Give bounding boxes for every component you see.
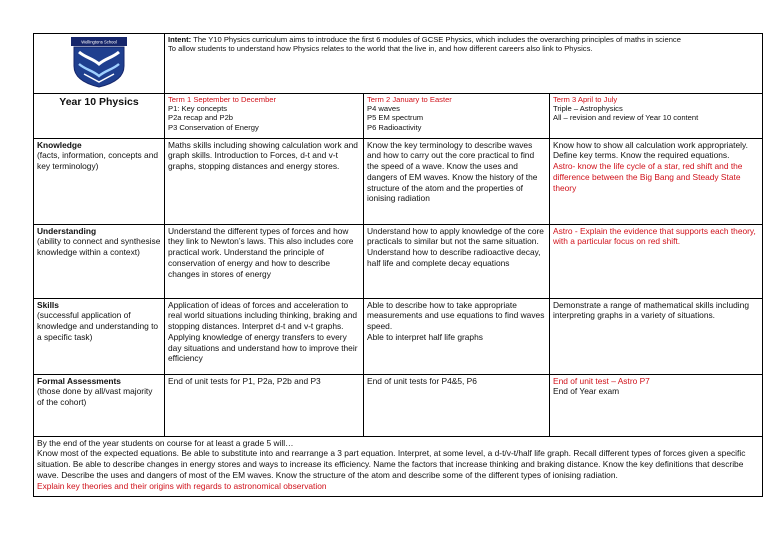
- understanding-row: [34, 224, 763, 298]
- summary-intro: By the end of the year students on course for at least a grade 5 will…: [37, 437, 294, 448]
- knowledge-title: Knowledge: [37, 139, 82, 150]
- year-title: Year 10 Physics: [34, 93, 165, 138]
- intent-row: [34, 34, 763, 94]
- understanding-term-2-text-b: Understand how to describe radioactive decay, half life and complete decay equations: [367, 247, 541, 268]
- knowledge-row: [34, 138, 763, 224]
- knowledge-term-2: Know the key terminology to describe waves and how to carry out the core practical to find the speed of a wave. Know the uses and dangers of EM waves. Know the history of the structure of the atom and the properties of ionising radiation: [364, 138, 550, 224]
- knowledge-header: [34, 138, 165, 224]
- assessments-desc: (those done by all/vast majority of the cohort): [37, 386, 153, 408]
- knowledge-term-3-text-b: Define key terms. Know the required equations.: [553, 150, 730, 161]
- term-3-line-2: All – revision and review of Year 10 content: [553, 113, 699, 123]
- assessments-row: [34, 374, 763, 436]
- understanding-term-3: Astro - Explain the evidence that supports each theory, with a particular focus on red shift.: [550, 224, 763, 298]
- summary-cell: [34, 436, 763, 496]
- knowledge-term-1: Maths skills including showing calculation work and graph skills. Introduction to Forces, d-t and v-t graphs, stopping distances and energy stores.: [165, 138, 364, 224]
- assessments-term-3-text: End of Year exam: [553, 386, 620, 397]
- curriculum-table: [33, 33, 763, 497]
- assessments-term-3: [550, 374, 763, 436]
- knowledge-term-3-text: Know how to show all calculation work appropriately.: [553, 139, 748, 150]
- knowledge-term-3-astro: Astro- know the life cycle of a star, red shift and the difference between the Big Bang and Steady State theory: [553, 161, 743, 193]
- skills-term-3: Demonstrate a range of mathematical skills including interpreting graphs in a variety of situations.: [550, 298, 763, 374]
- assessments-term-2: End of unit tests for P4&5, P6: [364, 374, 550, 436]
- skills-term-2-text-b: Able to interpret half life graphs: [367, 331, 483, 342]
- term-2-line-1: P4 waves: [367, 104, 400, 113]
- term-3-line-1: Triple – Astrophysics: [553, 104, 623, 113]
- term-2-cell: [364, 93, 550, 138]
- intent-line-2: To allow students to understand how Physics relates to the world that the live in, and how different careers also link to Physics.: [168, 44, 593, 54]
- assessments-term-1: End of unit tests for P1, P2a, P2b and P3: [165, 374, 364, 436]
- term-1-line-2: P2a recap and P2b: [168, 113, 234, 123]
- understanding-title: Understanding: [37, 225, 97, 236]
- intent-line-1: The Y10 Physics curriculum aims to introduce the first 6 modules of GCSE Physics, which includes the overarching principles of maths in science: [193, 35, 681, 44]
- intent-cell: [165, 34, 763, 94]
- skills-term-2: [364, 298, 550, 374]
- term-2-line-2: P5 EM spectrum: [367, 113, 424, 123]
- term-3-title: Term 3 April to July: [553, 94, 618, 104]
- skills-title: Skills: [37, 299, 59, 310]
- logo-cell: [34, 34, 165, 94]
- term-3-cell: [550, 93, 763, 138]
- understanding-term-2-text: Understand how to apply knowledge of the core practicals to similar but not the same situation.: [367, 225, 544, 247]
- term-2-title: Term 2 January to Easter: [367, 94, 452, 104]
- assessments-header: [34, 374, 165, 436]
- term-1-cell: [165, 93, 364, 138]
- term-1-line-1: P1: Key concepts: [168, 104, 228, 113]
- intent-label: Intent:: [168, 35, 192, 44]
- summary-row: [34, 436, 763, 496]
- summary-astro: Explain key theories and their origins with regards to astronomical observation: [37, 480, 327, 491]
- skills-term-1: Application of ideas of forces and acceleration to real world situations including thinking, braking and stopping distances. Interpret d-t and v-t graphs. Applying knowledge of energy transfers to every day situations and understand how to improve their efficiency: [165, 298, 364, 374]
- school-crest-logo: [70, 36, 128, 88]
- term-2-line-3: P6 Radioactivity: [367, 122, 422, 132]
- understanding-header: [34, 224, 165, 298]
- terms-row: [34, 93, 763, 138]
- knowledge-desc: (facts, information, concepts and key terminology): [37, 150, 159, 172]
- skills-desc: (successful application of knowledge and understanding to a specific task): [37, 310, 159, 342]
- assessments-term-3-astro: End of unit test – Astro P7: [553, 375, 650, 386]
- knowledge-term-3: [550, 138, 763, 224]
- skills-row: [34, 298, 763, 374]
- term-1-line-3: P3 Conservation of Energy: [168, 122, 259, 132]
- assessments-title: Formal Assessments: [37, 375, 121, 386]
- skills-term-2-text: Able to describe how to take appropriate measurements and use equations to find waves speed.: [367, 299, 545, 332]
- understanding-desc: (ability to connect and synthesise knowledge within a context): [37, 236, 161, 258]
- skills-header: [34, 298, 165, 374]
- understanding-term-2: [364, 224, 550, 298]
- summary-body: Know most of the expected equations. Be able to substitute into and rearrange a 3 part equation. Interpret, at some level, a d-t/v-t/half life graph. Recall different types of forces given a specific situation. Be able to describe changes in energy stores and ways to increase its efficiency. Name the factors that increase thinking and braking distance. Know the key definitions that describe wave. Describe the uses and dangers of most of the EM waves. Know the structure of the atom and describe some of the different types of ionising radiation.: [37, 448, 746, 480]
- term-1-title: Term 1 September to December: [168, 94, 277, 104]
- understanding-term-1: Understand the different types of forces and how they link to Newton’s laws. This also includes core practical work. Understand the principle of conservation of energy and how to describe changes in stores of energy: [165, 224, 364, 298]
- logo-text: Wellingtons School: [81, 39, 117, 45]
